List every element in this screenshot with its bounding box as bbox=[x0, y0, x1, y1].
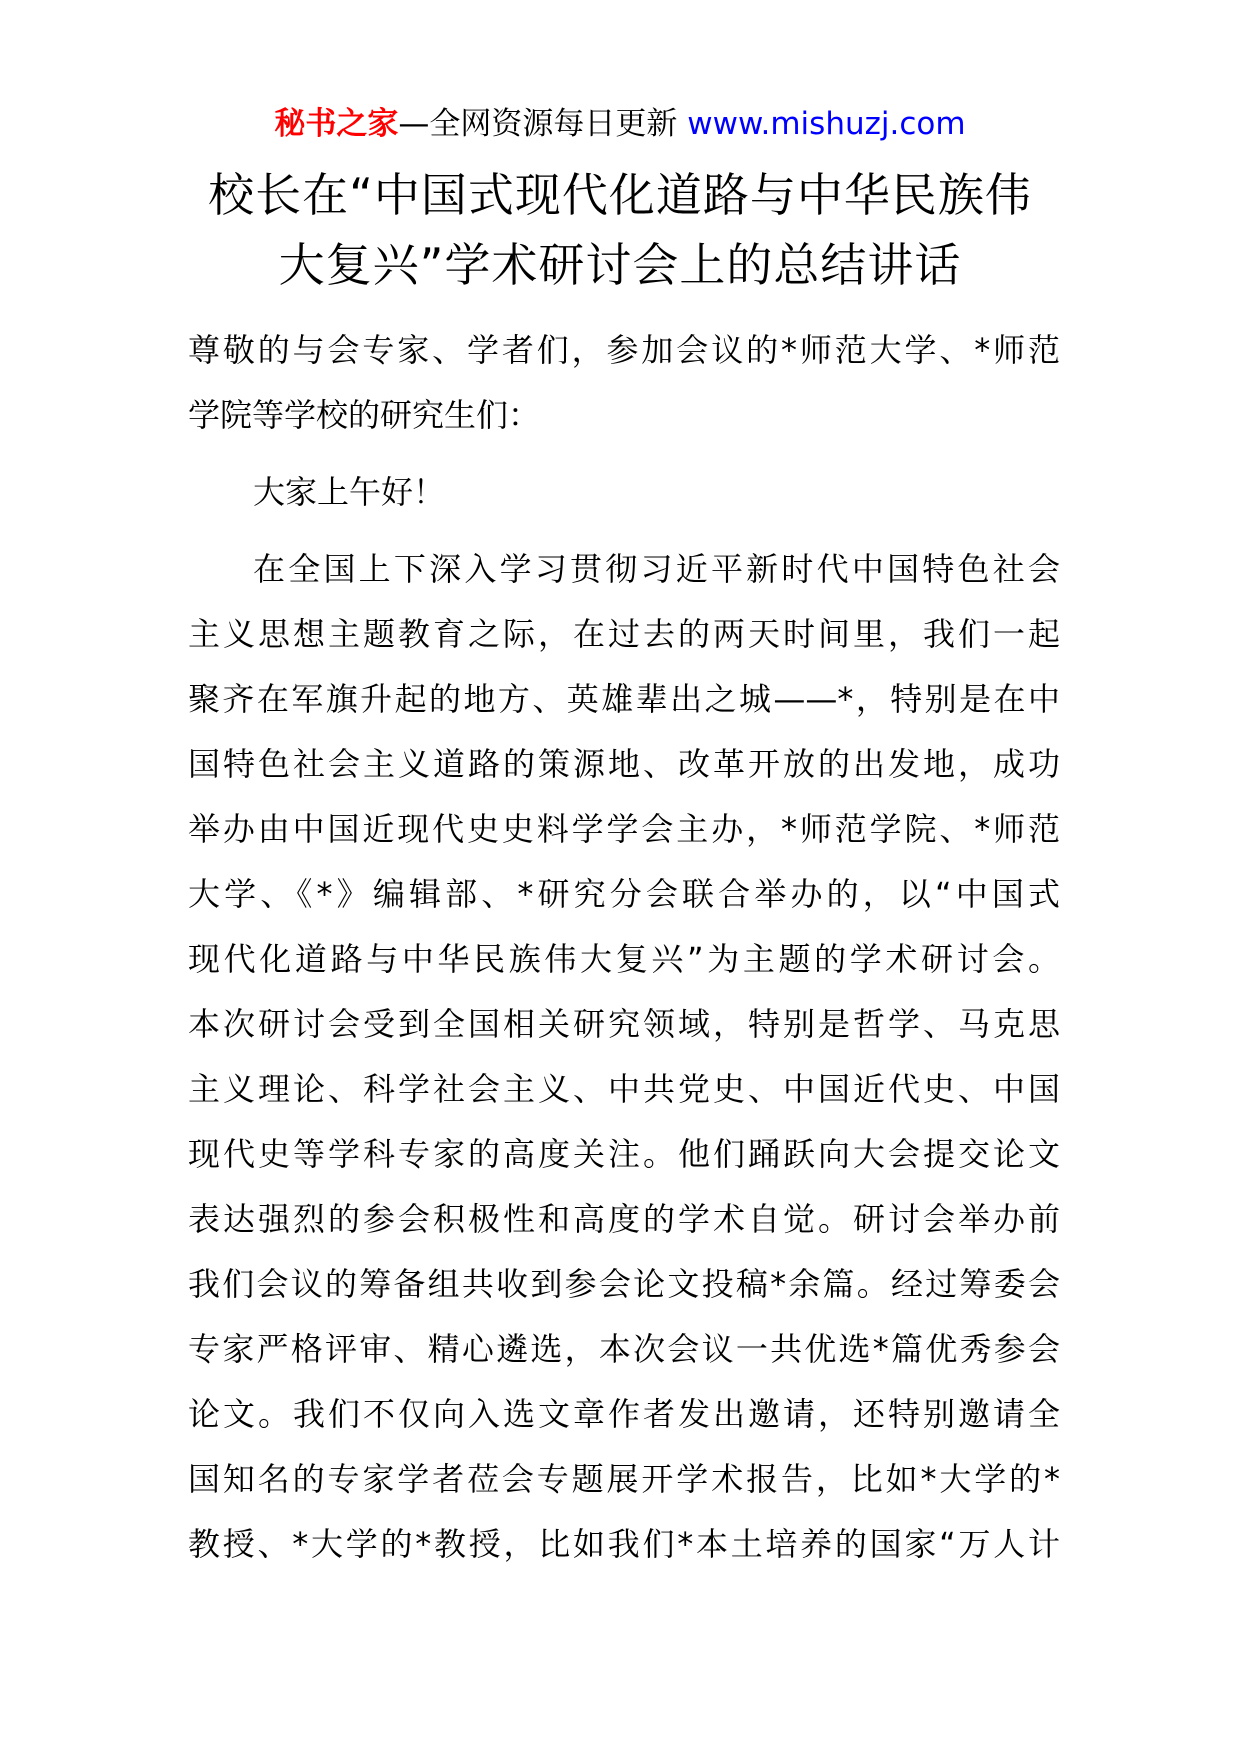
paragraph-line: 在全国上下深入学习贯彻习近平新时代中国特色社会 bbox=[253, 550, 1060, 588]
paragraph-line: 论文。我们不仅向入选文章作者发出邀请，还特别邀请全 bbox=[188, 1395, 1060, 1433]
site-url-link[interactable]: www.mishuzj.com bbox=[687, 106, 966, 142]
paragraph-line: 大学、《*》编辑部、*研究分会联合举办的，以“中国式 bbox=[188, 875, 1060, 913]
title-line-2: 大复兴”学术研讨会上的总结讲话 bbox=[278, 238, 962, 292]
paragraph-line: 专家严格评审、精心遴选，本次会议一共优选*篇优秀参会 bbox=[188, 1330, 1060, 1368]
salutation-line-1: 尊敬的与会专家、学者们，参加会议的*师范大学、*师范 bbox=[188, 331, 1060, 369]
document-title bbox=[170, 160, 1070, 300]
paragraph-line: 国知名的专家学者莅会专题展开学术报告，比如*大学的* bbox=[188, 1460, 1060, 1498]
document-body bbox=[188, 318, 1060, 1577]
paragraph-line: 现代化道路与中华民族伟大复兴”为主题的学术研讨会。 bbox=[188, 940, 1060, 978]
paragraph-line: 聚齐在军旗升起的地方、英雄辈出之城——*，特别是在中 bbox=[188, 680, 1060, 718]
paragraph-line: 主义思想主题教育之际，在过去的两天时间里，我们一起 bbox=[188, 615, 1060, 653]
greeting: 大家上午好！ bbox=[253, 473, 446, 511]
paragraph-line: 我们会议的筹备组共收到参会论文投稿*余篇。经过筹委会 bbox=[188, 1265, 1060, 1303]
title-line-1: 校长在“中国式现代化道路与中华民族伟 bbox=[208, 168, 1032, 222]
paragraph-line: 本次研讨会受到全国相关研究领域，特别是哲学、马克思 bbox=[188, 1005, 1060, 1043]
site-header bbox=[0, 102, 1240, 146]
paragraph-line: 现代史等学科专家的高度关注。他们踊跃向大会提交论文 bbox=[188, 1135, 1060, 1173]
site-tagline: —全网资源每日更新 bbox=[398, 106, 678, 142]
site-brand: 秘书之家 bbox=[274, 106, 399, 142]
paragraph-line: 表达强烈的参会积极性和高度的学术自觉。研讨会举办前 bbox=[188, 1200, 1060, 1238]
paragraph-line: 国特色社会主义道路的策源地、改革开放的出发地，成功 bbox=[188, 745, 1060, 783]
paragraph-line: 教授、*大学的*教授，比如我们*本土培养的国家“万人计 bbox=[188, 1525, 1060, 1563]
paragraph-line: 举办由中国近现代史史料学学会主办，*师范学院、*师范 bbox=[188, 810, 1060, 848]
salutation-line-2: 学院等学校的研究生们： bbox=[188, 396, 541, 434]
paragraph-line: 主义理论、科学社会主义、中共党史、中国近代史、中国 bbox=[188, 1070, 1060, 1108]
